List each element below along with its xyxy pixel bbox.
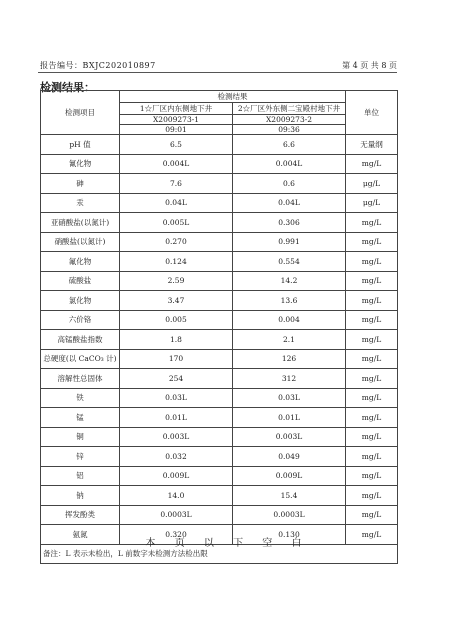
item-cell: 钠	[41, 486, 120, 506]
sample2-location: 2☆厂区外东侧二宝殿村地下井	[233, 103, 346, 115]
unit-header: 单位	[346, 91, 398, 135]
sample2-value: 0.03L	[233, 388, 346, 408]
unit-cell: mg/L	[346, 232, 398, 252]
sample1-value: 0.005L	[120, 213, 233, 233]
sample2-value: 0.009L	[233, 466, 346, 486]
sample1-value: 6.5	[120, 135, 233, 155]
item-cell: 亚硝酸盐(以氮计)	[41, 213, 120, 233]
sample2-value: 0.004	[233, 310, 346, 330]
unit-cell: mg/L	[346, 505, 398, 525]
sample1-time: 09:01	[120, 125, 233, 135]
sample1-value: 0.005	[120, 310, 233, 330]
unit-cell: mg/L	[346, 447, 398, 467]
table-row	[41, 213, 398, 233]
sample2-value: 0.991	[233, 232, 346, 252]
sample2-value: 13.6	[233, 291, 346, 311]
item-cell: 汞	[41, 193, 120, 213]
item-cell: 硫酸盐	[41, 271, 120, 291]
sample1-code: X2009273-1	[120, 115, 233, 125]
sample1-value: 0.03L	[120, 388, 233, 408]
sample2-value: 0.306	[233, 213, 346, 233]
unit-cell: μg/L	[346, 174, 398, 194]
item-cell: pH 值	[41, 135, 120, 155]
item-cell: 氰化物	[41, 154, 120, 174]
table-row	[41, 154, 398, 174]
unit-cell: mg/L	[346, 330, 398, 350]
unit-cell: mg/L	[346, 213, 398, 233]
unit-cell: 无量纲	[346, 135, 398, 155]
item-cell: 铁	[41, 388, 120, 408]
item-cell: 挥发酚类	[41, 505, 120, 525]
sample2-code: X2009273-2	[233, 115, 346, 125]
item-cell: 高锰酸盐指数	[41, 330, 120, 350]
item-cell: 砷	[41, 174, 120, 194]
sample2-value: 0.554	[233, 252, 346, 272]
unit-cell: mg/L	[346, 466, 398, 486]
results-table	[40, 90, 398, 564]
sample1-value: 3.47	[120, 291, 233, 311]
sample2-value: 312	[233, 369, 346, 389]
unit-cell: mg/L	[346, 349, 398, 369]
sample1-value: 0.003L	[120, 427, 233, 447]
table-row	[41, 369, 398, 389]
item-cell: 氟化物	[41, 252, 120, 272]
table-row	[41, 271, 398, 291]
sample1-value: 0.124	[120, 252, 233, 272]
unit-cell: mg/L	[346, 252, 398, 272]
sample1-value: 0.004L	[120, 154, 233, 174]
table-row	[41, 252, 398, 272]
results-group-header: 检测结果	[120, 91, 346, 103]
table-row	[41, 349, 398, 369]
sample1-value: 0.0003L	[120, 505, 233, 525]
sample2-value: 126	[233, 349, 346, 369]
unit-cell: mg/L	[346, 291, 398, 311]
unit-cell: mg/L	[346, 486, 398, 506]
table-row	[41, 232, 398, 252]
sample1-value: 7.6	[120, 174, 233, 194]
sample1-value: 1.8	[120, 330, 233, 350]
item-cell: 氨氮	[41, 525, 120, 545]
sample2-value: 0.01L	[233, 408, 346, 428]
blank-page-note: 本 页 以 下 空 白	[145, 538, 310, 549]
table-row	[41, 310, 398, 330]
table-row	[41, 388, 398, 408]
sample2-value: 14.2	[233, 271, 346, 291]
table-row	[41, 486, 398, 506]
unit-cell: μg/L	[346, 193, 398, 213]
table-row	[41, 135, 398, 155]
page-info: 第 4 页 共 8 页	[342, 61, 397, 70]
sample2-value: 0.003L	[233, 427, 346, 447]
sample1-value: 0.270	[120, 232, 233, 252]
item-cell: 铝	[41, 466, 120, 486]
sample2-value: 0.0003L	[233, 505, 346, 525]
sample2-value: 6.6	[233, 135, 346, 155]
unit-cell: mg/L	[346, 427, 398, 447]
sample1-value: 0.01L	[120, 408, 233, 428]
unit-cell: mg/L	[346, 525, 398, 545]
table-row	[41, 505, 398, 525]
item-cell: 硝酸盐(以氮计)	[41, 232, 120, 252]
table-row	[41, 174, 398, 194]
sample1-value: 0.320	[120, 525, 233, 545]
item-cell: 锰	[41, 408, 120, 428]
unit-cell: mg/L	[346, 310, 398, 330]
item-header: 检测项目	[41, 91, 120, 135]
report-number: 报告编号：BXJC202010897	[40, 61, 156, 70]
table-row	[41, 193, 398, 213]
sample1-value: 14.0	[120, 486, 233, 506]
sample2-value: 0.049	[233, 447, 346, 467]
item-cell: 铜	[41, 427, 120, 447]
table-note: 备注：L 表示未检出，L 前数字未检测方法检出限	[41, 544, 398, 563]
sample2-value: 0.130	[233, 525, 346, 545]
sample2-value: 15.4	[233, 486, 346, 506]
sample2-value: 0.004L	[233, 154, 346, 174]
header-divider	[38, 72, 397, 73]
sample1-value: 254	[120, 369, 233, 389]
table-row	[41, 330, 398, 350]
table-row	[41, 291, 398, 311]
table-row	[41, 447, 398, 467]
sample1-value: 2.59	[120, 271, 233, 291]
sample1-value: 0.032	[120, 447, 233, 467]
item-cell: 总硬度(以 CaCO₃ 计)	[41, 349, 120, 369]
sample2-value: 0.6	[233, 174, 346, 194]
sample1-value: 0.009L	[120, 466, 233, 486]
unit-cell: mg/L	[346, 369, 398, 389]
sample2-value: 2.1	[233, 330, 346, 350]
section-title: 检测结果：	[40, 81, 95, 94]
item-cell: 氯化物	[41, 291, 120, 311]
sample1-value: 0.04L	[120, 193, 233, 213]
item-cell: 锌	[41, 447, 120, 467]
sample2-value: 0.04L	[233, 193, 346, 213]
sample2-time: 09:36	[233, 125, 346, 135]
unit-cell: mg/L	[346, 154, 398, 174]
sample1-value: 170	[120, 349, 233, 369]
item-cell: 溶解性总固体	[41, 369, 120, 389]
sample1-location: 1☆厂区内东侧地下井	[120, 103, 233, 115]
table-row	[41, 408, 398, 428]
unit-cell: mg/L	[346, 408, 398, 428]
table-row	[41, 466, 398, 486]
unit-cell: mg/L	[346, 388, 398, 408]
item-cell: 六价铬	[41, 310, 120, 330]
table-row	[41, 427, 398, 447]
unit-cell: mg/L	[346, 271, 398, 291]
